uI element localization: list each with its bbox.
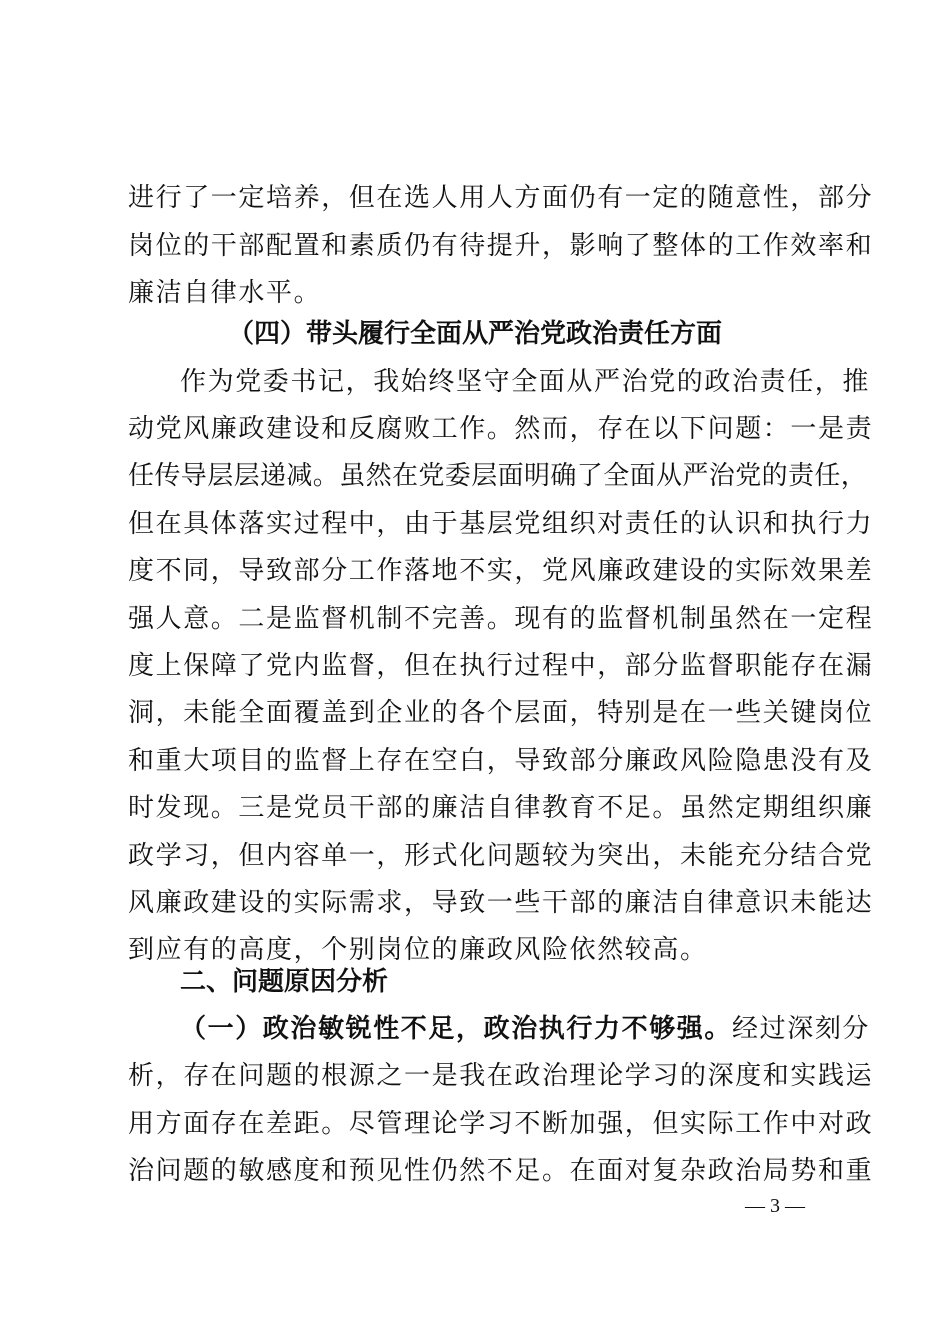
- text-line: 作为党委书记，我始终坚守全面从严治党的政治责任，推: [180, 367, 871, 397]
- text-line: 强人意。二是监督机制不完善。现有的监督机制虽然在一定程: [128, 604, 874, 634]
- text-line: 用方面存在差距。尽管理论学习不断加强，但实际工作中对政: [128, 1109, 874, 1139]
- text-line: 和重大项目的监督上存在空白，导致部分廉政风险隐患没有及: [128, 746, 874, 776]
- subheading-1: （一）政治敏锐性不足，政治执行力不够强。: [180, 1014, 733, 1044]
- text-line: 度上保障了党内监督，但在执行过程中，部分监督职能存在漏: [128, 651, 874, 681]
- text-line: 但在具体落实过程中，由于基层党组织对责任的认识和执行力: [128, 509, 874, 539]
- text-run: 经过深刻分: [732, 1014, 871, 1044]
- section-heading-2: 二、问题原因分析: [180, 967, 389, 997]
- text-line: 洞，未能全面覆盖到企业的各个层面，特别是在一些关键岗位: [128, 698, 874, 728]
- text-line: 政学习，但内容单一，形式化问题较为突出，未能充分结合党: [128, 841, 874, 871]
- text-line: 动党风廉政建设和反腐败工作。然而，存在以下问题：一是责: [128, 414, 874, 444]
- text-line: 析，存在问题的根源之一是我在政治理论学习的深度和实践运: [128, 1061, 874, 1091]
- text-line: 廉洁自律水平。: [128, 278, 322, 308]
- text-line: 进行了一定培养，但在选人用人方面仍有一定的随意性，部分: [128, 183, 874, 213]
- text-line: 到应有的高度，个别岗位的廉政风险依然较高。: [128, 935, 708, 965]
- text-line: 风廉政建设的实际需求，导致一些干部的廉洁自律意识未能达: [128, 888, 874, 918]
- text-line: 岗位的干部配置和素质仍有待提升，影响了整体的工作效率和: [128, 231, 874, 261]
- text-line: 时发现。三是党员干部的廉洁自律教育不足。虽然定期组织廉: [128, 793, 874, 823]
- text-line: 任传导层层递减。虽然在党委层面明确了全面从严治党的责任，: [128, 461, 868, 491]
- section-heading-4: （四）带头履行全面从严治党政治责任方面: [227, 319, 722, 349]
- text-line: [180, 1013, 871, 1045]
- text-line: 度不同，导致部分工作落地不实，党风廉政建设的实际效果差: [128, 556, 874, 586]
- page-number: — 3 —: [745, 1195, 805, 1217]
- text-line: 治问题的敏感度和预见性仍然不足。在面对复杂政治局势和重: [128, 1156, 874, 1186]
